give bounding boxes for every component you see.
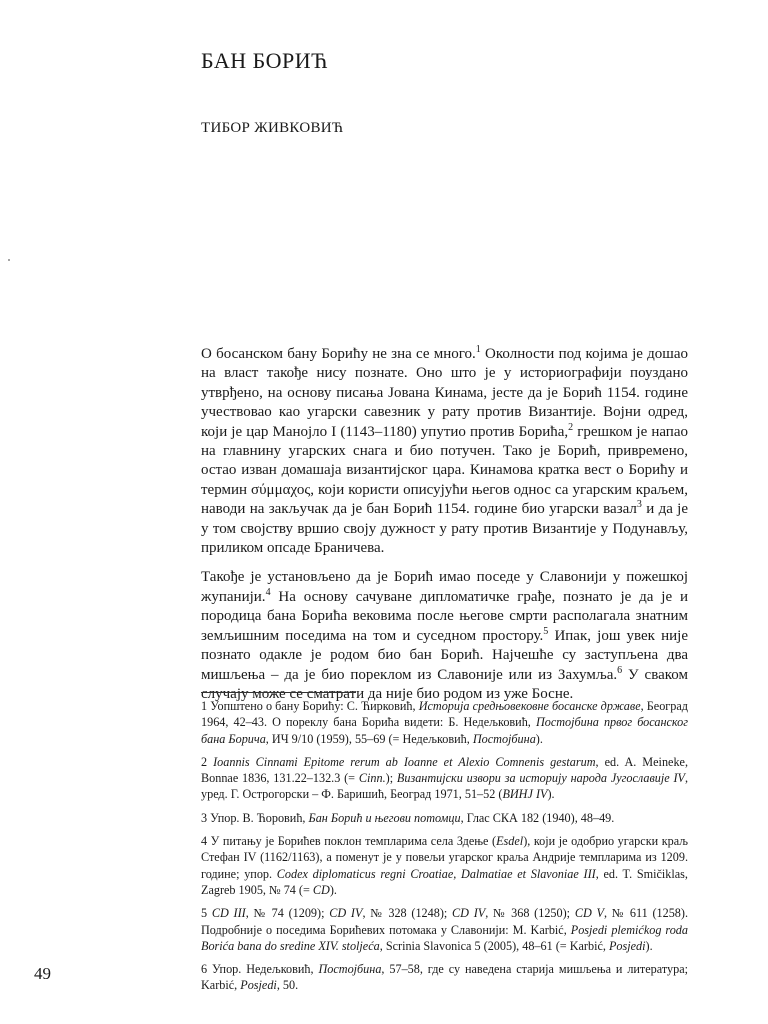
italic-run: CD IV [452,906,486,921]
footnote-5 [201,905,688,954]
italic-run: CD [312,882,330,897]
text-run: 6 Упор. Недељковић, [201,962,319,977]
text-run: Околности под којима је дошао на власт такође нису познате. Оно што је у историографији поуздано утврђено, на основу писања Јована Кинама, јесте да је Борић 1154. године учествовао као угарски савезник у рату против Византије. Војни одред, који је цар Манојло I (1143–1180) упутио против Борића, [201,346,688,440]
footnote-3 [201,810,688,826]
italic-run: Codex diplomaticus regni Croatiae, Dalmatiae et Slavoniae III [276,866,596,881]
italic-run: Постојбина првог босанског бана Борича [201,715,689,746]
footnotes [201,698,688,1001]
text-run: , ИЧ 9/10 (1959), 55–69 (= Недељковић, [265,731,473,746]
author-name: ТИБОР ЖИВКОВИЋ [201,120,344,136]
text-run: ). [547,787,555,802]
footnote-ref: 6 [617,664,623,676]
text-run: , 50. [276,978,299,993]
text-run: ). [535,731,543,746]
text-run: 5 [201,906,212,921]
italic-run: Византијски извори за историју народа Југославије IV [396,771,685,786]
text-run: , № 328 (1248); [362,906,453,921]
text-run: ), који је одобрио угарски краљ Стефан IV (1162/1163), а поменут је у повељи угарског краља Андрије темпларима из 1209. године; упор. [201,834,689,881]
paragraph-2 [201,568,688,704]
footnote-ref: 5 [543,625,549,637]
footnote-4 [201,833,688,898]
footnote-1 [201,698,688,747]
italic-run: Esdel [496,834,524,849]
paragraph-1 [201,345,688,558]
text-run: , 57–58, где су наведена старија мишљења и литература; Karbić, [201,962,688,993]
text-run: , № 611 (1258). Подробније о поседима Борићевих потомака у Славонији: M. Karbić, [201,906,689,937]
text-run: , Глас СКА 182 (1940), 48–49. [460,810,615,825]
footnote-ref: 2 [568,421,574,433]
italic-run: Posjedi plemićkog roda Borića bana do sredine XIV. stoljeća [201,922,688,953]
text-run: ). [645,938,653,953]
text-run: 4 У питању је Борићев поклон темпларима села Здење ( [201,834,497,849]
text-run: Ипак, још увек није познато одакле је родом био бан Борић. Најчешће су заступљена два мишљења – да је био пореклом из Славоније или из Захумља. [201,627,688,683]
footnote-ref: 3 [636,499,642,511]
text-run: На основу сачуване дипломатичке грађе, познато је да је и породица бана Борића вековима после његове смрти располагала знатним земљишним поседима на том и суседном простору. [201,588,688,644]
text-run: 3 Упор. В. Ћоровић, [201,810,309,825]
text-run: , уред. Г. Острогорски – Ф. Баришић, Београд 1971, 51–52 ( [201,771,688,802]
text-run: О босанском бану Борићу не зна се много. [201,346,476,362]
footnote-ref: 4 [265,586,271,598]
text-run: 1 Уопштено о бану Борићу: С. Ћирковић, [201,699,419,713]
italic-run: Постојбина [472,731,536,746]
italic-run: Бан Борић и његови потомци [308,810,461,825]
italic-run: CD III [211,906,246,921]
text-run: ); [385,771,397,786]
italic-run: Posjedi [608,938,646,953]
scan-speck [8,259,10,261]
text-run: грешком је напао на главнину угарских снага и био потучен. Тако је Борић, привремено, остао изван домашаја византијског цара. Кинамова кратка вест о Борићу и термин σύμμαχος, који користи описујући његов однос са угарским краљем, наводи на закључак да је бан Борић 1154. године био угарски вазал [201,423,688,518]
text-run: , ed. T. Smičiklas, Zagreb 1905, № 74 (= [201,866,688,897]
italic-run: Историја средњовековне босанске државе [418,699,641,713]
text-run: , Београд 1964, 42–43. О пореклу бана Борића видети: Б. Недељковић, [201,699,688,730]
italic-run: Ioannis Cinnami Epitome rerum ab Ioanne et Alexio Comnenis gestarum [213,754,596,769]
italic-run: Posjedi [240,978,277,993]
text-run: 2 [201,754,214,769]
italic-run: Постојбина [318,962,382,977]
footnote-ref: 1 [475,344,481,355]
text-run: , ed. A. Meineke, Bonnae 1836, 131.22–132.3 (= [201,754,688,786]
italic-run: Cinn. [358,771,386,786]
footnote-rule [201,692,356,693]
text-run: Такође је установљено да је Борић имао поседе у Славонији у пожешкој жупанији. [201,569,688,605]
italic-run: CD V [574,906,604,921]
text-run: , Scrinia Slavonica 5 (2005), 48–61 (= Karbić, [379,938,609,953]
text-run: , № 368 (1250); [485,906,575,921]
body-text [201,345,688,714]
footnote-6 [201,961,688,994]
italic-run: CD IV [329,906,363,921]
text-run: , № 74 (1209); [245,906,330,921]
italic-run: ВИНЈ IV [502,787,548,802]
text-run: ). [329,882,337,897]
article-title: БАН БОРИЋ [201,48,328,73]
text-run: У сваком случају може се сматрати да није био родом из уже Босне. [201,666,688,702]
text-run: и да је у том својству вршио своју дужност у рату против Византије у Подунављу, приликом опсаде Браничева. [201,501,688,557]
page-number: 49 [34,964,51,983]
footnote-2 [201,754,688,803]
